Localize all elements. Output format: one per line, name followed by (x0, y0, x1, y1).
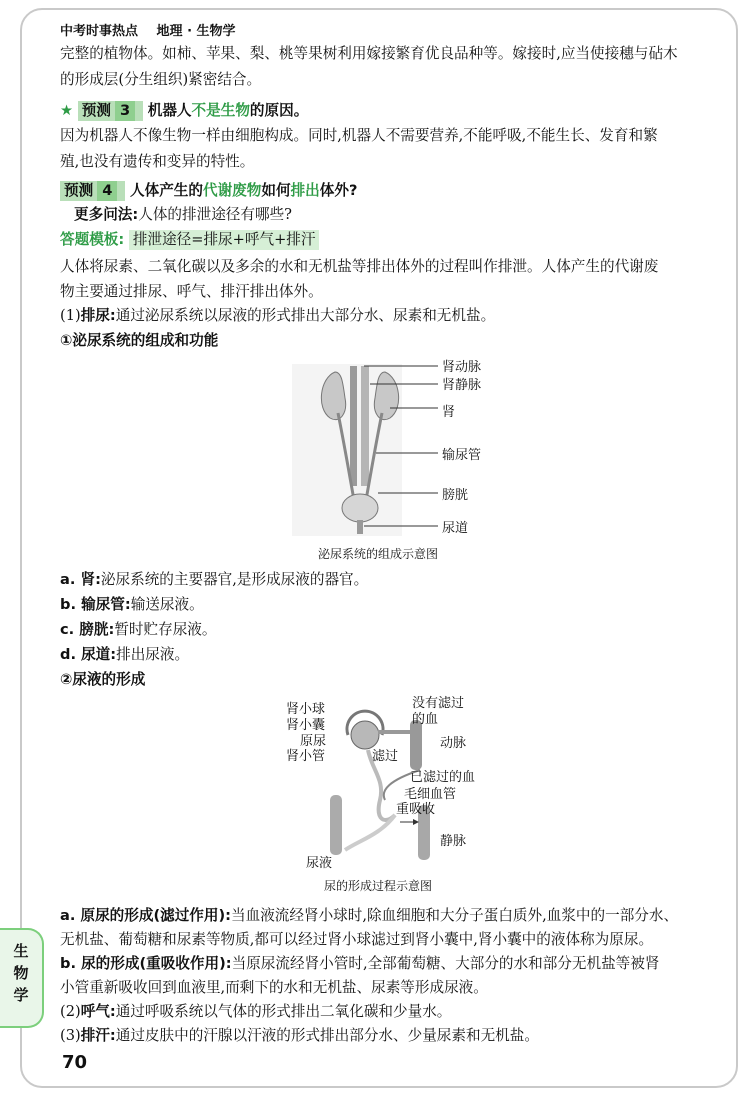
page-header (60, 20, 250, 39)
item-label: b. 输尿管: (60, 596, 131, 613)
label-capillary: 毛细血管 (404, 787, 457, 802)
text-line: 完整的植物体。如柿、苹果、梨、桃等果树利用嫁接繁育优良品种等。嫁接时,应当使接穗与砧木 (60, 45, 678, 62)
more-questions (74, 205, 292, 225)
para-text: 当血液流经肾小球时,除血细胞和大分子蛋白质外,血浆中的一部分水、 (231, 907, 679, 924)
header-subject: 地理 · 生物学 (156, 24, 236, 39)
item-text: 泌尿系统的主要器官,是形成尿液的器官。 (100, 571, 369, 588)
section-number: (1) (60, 307, 81, 324)
label-filtration: 滤过 (372, 749, 399, 764)
heading-part: 体外? (319, 182, 358, 199)
vessel-left (330, 795, 342, 855)
text-line: 无机盐、葡萄糖和尿素等物质,都可以经过肾小球滤过到肾小囊中,肾小囊中的液体称为原尿。 (60, 931, 654, 948)
star-icon: ★ (60, 102, 74, 119)
subject-side-tab (0, 928, 44, 1028)
section-label: 呼气: (80, 1003, 116, 1020)
item-text: 暂时贮存尿液。 (114, 621, 217, 638)
side-char: 学 (13, 986, 29, 1004)
label-tubule: 肾小管 (286, 749, 326, 764)
figure1-caption: 泌尿系统的组成示意图 (318, 547, 439, 561)
label-renal-artery: 肾动脉 (442, 360, 482, 375)
item-d (60, 645, 189, 665)
side-char: 物 (13, 964, 29, 982)
label-vein: 静脉 (440, 834, 467, 849)
text-line: 因为机器人不像生物一样由细胞构成。同时,机器人不需要营养,不能呼吸,不能生长、发育和繁 (60, 127, 658, 144)
item-label: c. 膀胱: (60, 621, 115, 638)
item-label: d. 尿道: (60, 646, 117, 663)
label-reabsorption: 重吸收 (396, 802, 436, 817)
label-glomerulus: 肾小球 (286, 702, 326, 717)
section-1 (60, 306, 495, 326)
section-2 (60, 1002, 451, 1022)
figure2-caption: 尿的形成过程示意图 (324, 879, 433, 893)
para-label: b. 尿的形成(重吸收作用): (60, 955, 232, 972)
prediction-4-heading (60, 181, 357, 201)
aorta (350, 366, 357, 486)
side-char: 生 (13, 942, 29, 960)
heading-part: 人体产生的 (130, 182, 203, 199)
template-text: 排泄途径=排尿+呼气+排汗 (129, 230, 320, 250)
answer-template (60, 230, 319, 250)
label-bladder: 膀胱 (442, 488, 469, 503)
section-label: 排汗: (80, 1027, 116, 1044)
item-c (60, 620, 216, 640)
item-label: a. 肾: (60, 571, 101, 588)
prediction-label: 预测 (81, 102, 111, 119)
more-label: 更多问法: (74, 206, 139, 223)
label-artery: 动脉 (440, 736, 467, 751)
text-line: 小管重新吸收回到血液里,而剩下的水和无机盐、尿素等形成尿液。 (60, 979, 488, 996)
label-blood: 的血 (412, 712, 439, 727)
label-primary-urine: 原尿 (300, 734, 327, 749)
prediction-label: 预测 (64, 182, 94, 199)
heading-highlight: 排出 (290, 182, 320, 199)
label-ureter: 输尿管 (442, 448, 482, 463)
text-line: 殖,也没有遗传和变异的特性。 (60, 153, 255, 170)
prediction-3-heading (60, 101, 308, 121)
para-label: a. 原尿的形成(滤过作用): (60, 907, 231, 924)
item-a (60, 570, 368, 590)
section-text: 通过皮肤中的汗腺以汗液的形式排出部分水、少量尿素和无机盐。 (115, 1027, 539, 1044)
artery (410, 720, 422, 770)
subsection-1: ①泌尿系统的组成和功能 (60, 332, 219, 349)
text-line: 的形成层(分生组织)紧密结合。 (60, 71, 262, 88)
heading-part: 的原因。 (249, 102, 309, 119)
vena-cava (361, 366, 369, 486)
para-ra-1 (60, 906, 678, 926)
label-renal-vein: 肾静脉 (442, 378, 482, 393)
label-kidney: 肾 (442, 405, 456, 420)
subsection-2: ②尿液的形成 (60, 671, 146, 688)
section-number: (2) (60, 1003, 81, 1020)
prediction-tag (60, 181, 125, 201)
label-urine: 尿液 (306, 856, 333, 871)
section-text: 通过呼吸系统以气体的形式排出二氧化碳和少量水。 (115, 1003, 452, 1020)
bladder (342, 494, 378, 522)
label-unfiltered: 没有滤过 (412, 696, 465, 711)
label-urethra: 尿道 (442, 521, 469, 536)
template-label: 答题模板: (60, 231, 125, 248)
section-label: 排尿: (80, 307, 116, 324)
urethra (357, 520, 363, 534)
text-line: 人体将尿素、二氧化碳以及多余的水和无机盐等排出体外的过程叫作排泄。人体产生的代谢废 (60, 258, 659, 275)
label-filtered-blood: 已滤过的血 (410, 770, 476, 785)
item-text: 排出尿液。 (116, 646, 190, 663)
header-series: 中考时事热点 (60, 24, 139, 39)
heading-part: 如何 (261, 182, 291, 199)
text-line: 物主要通过排尿、呼气、排汗排出体外。 (60, 283, 323, 300)
para-text: 当原尿流经肾小管时,全部葡萄糖、大部分的水和部分无机盐等被肾 (231, 955, 660, 972)
heading-highlight: 不是生物 (191, 102, 250, 119)
item-b (60, 595, 204, 615)
prediction-number: 4 (97, 181, 117, 201)
para-rb-1 (60, 954, 659, 974)
more-text: 人体的排泄途径有哪些? (138, 206, 292, 223)
prediction-number: 3 (115, 101, 135, 121)
heading-highlight: 代谢废物 (202, 182, 262, 199)
section-3 (60, 1026, 539, 1046)
prediction-tag (78, 101, 143, 121)
item-text: 输送尿液。 (130, 596, 204, 613)
page-number: 70 (62, 1052, 88, 1073)
section-text: 通过泌尿系统以尿液的形式排出大部分水、尿素和无机盐。 (115, 307, 496, 324)
section-number: (3) (60, 1027, 81, 1044)
heading-part: 机器人 (147, 102, 192, 119)
label-capsule: 肾小囊 (286, 718, 326, 733)
